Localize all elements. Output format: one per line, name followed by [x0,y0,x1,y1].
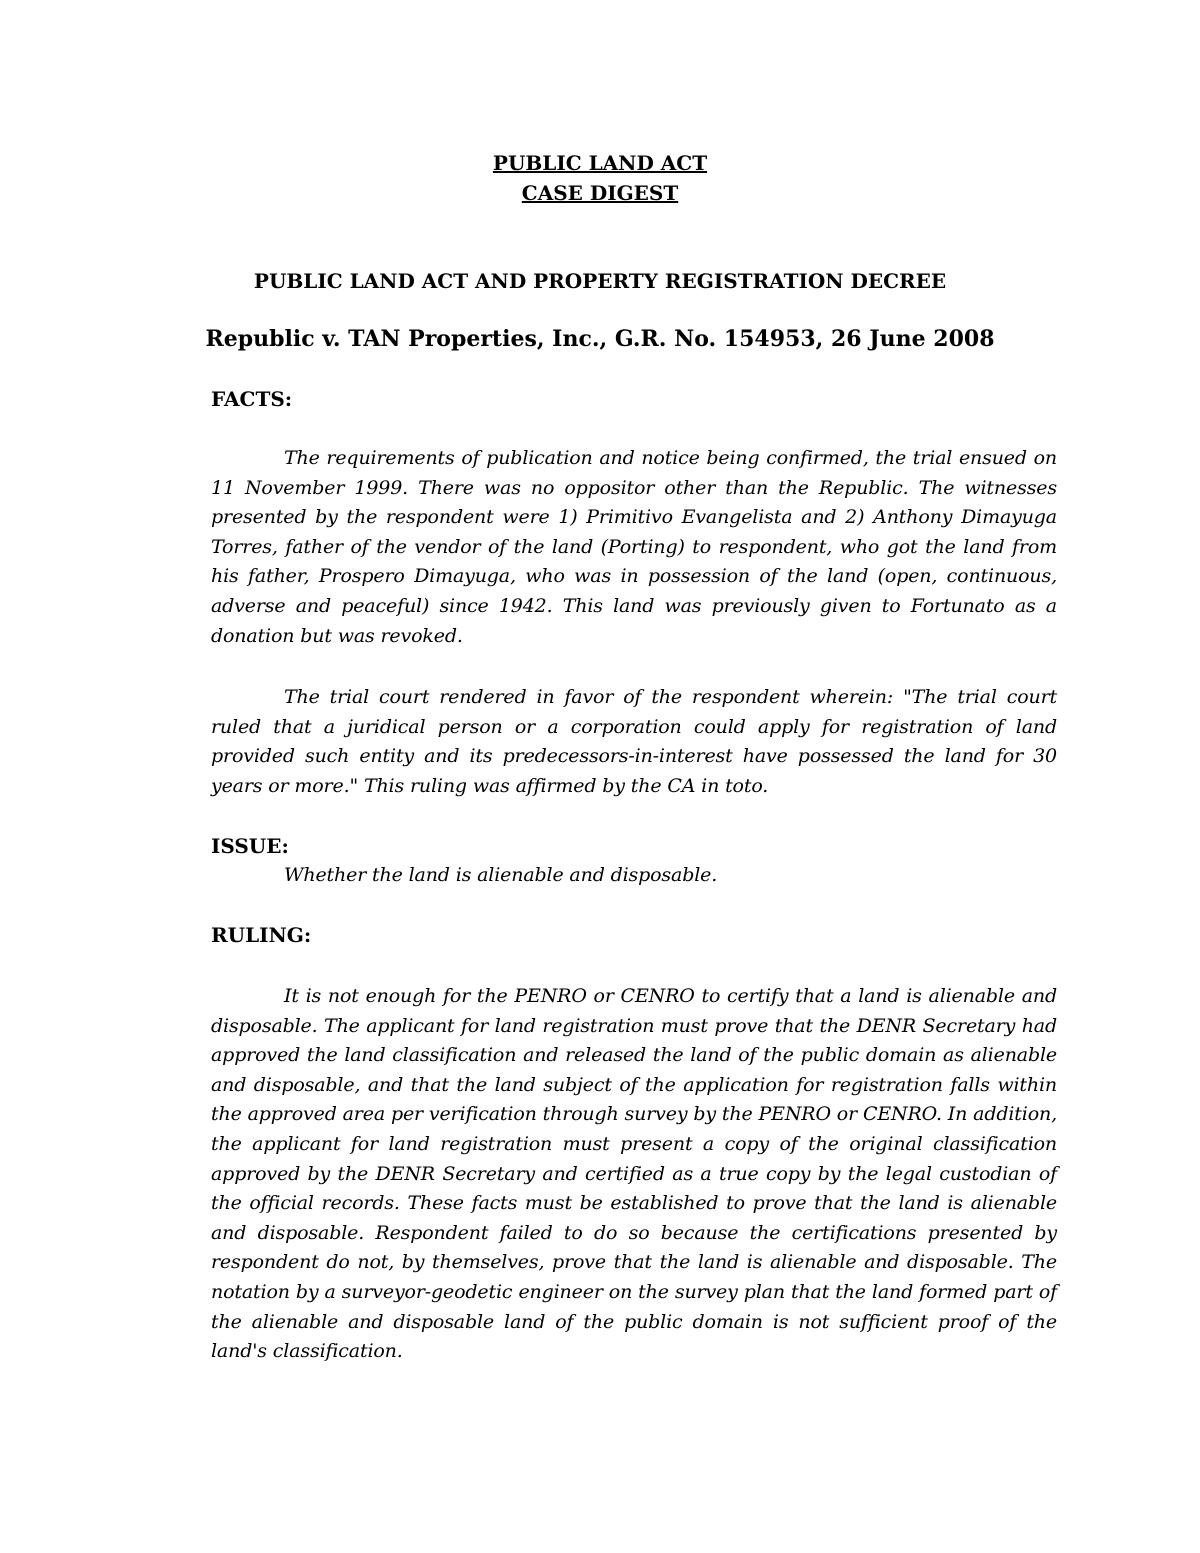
subject-heading: PUBLIC LAND ACT AND PROPERTY REGISTRATION DECREE [253,269,947,293]
facts-heading: FACTS: [211,387,293,411]
document-subtitle: CASE DIGEST [521,181,679,205]
issue-heading: ISSUE: [211,834,289,858]
issue-text: Whether the land is alienable and disposable. [284,864,718,886]
facts-paragraph-1: The requirements of publication and notice being confirmed, the trial ensued on 11 November 1999. There was no oppositor other than the Republic. The witnesses presented by the respondent were 1) Primitivo Evangelista and 2) Anthony Dimayuga Torres, father of the vendor of the land (Porting) to respondent, who got the land from his father, Prospero Dimayuga, who was in possession of the land (open, continuous, adverse and peaceful) since 1942. This land was previously given to Fortunato as a donation but was revoked. [211,447,1057,647]
ruling-heading: RULING: [211,923,312,947]
facts-paragraph-2: The trial court rendered in favor of the respondent wherein: "The trial court ruled that a juridical person or a corporation could apply for registration of land provided such entity and its predecessors-in-interest have possessed the land for 30 years or more." This ruling was affirmed by the CA in toto. [211,686,1057,797]
document-title: PUBLIC LAND ACT [492,151,708,175]
ruling-paragraph: It is not enough for the PENRO or CENRO to certify that a land is alienable and disposable. The applicant for land registration must prove that the DENR Secretary had approved the land classification and released the land of the public domain as alienable and disposable, and that the land subject of the application for registration falls within the approved area per verification through survey by the PENRO or CENRO. In addition, the applicant for land registration must present a copy of the original classification approved by the DENR Secretary and certified as a true copy by the legal custodian of the official records. These facts must be established to prove that the land is alienable and disposable. Respondent failed to do so because the certifications presented by respondent do not, by themselves, prove that the land is alienable and disposable. The notation by a surveyor-geodetic engineer on the survey plan that the land formed part of the alienable and disposable land of the public domain is not sufficient proof of the land's classification. [211,985,1057,1363]
case-citation: Republic v. TAN Properties, Inc., G.R. No. 154953, 26 June 2008 [205,326,995,352]
